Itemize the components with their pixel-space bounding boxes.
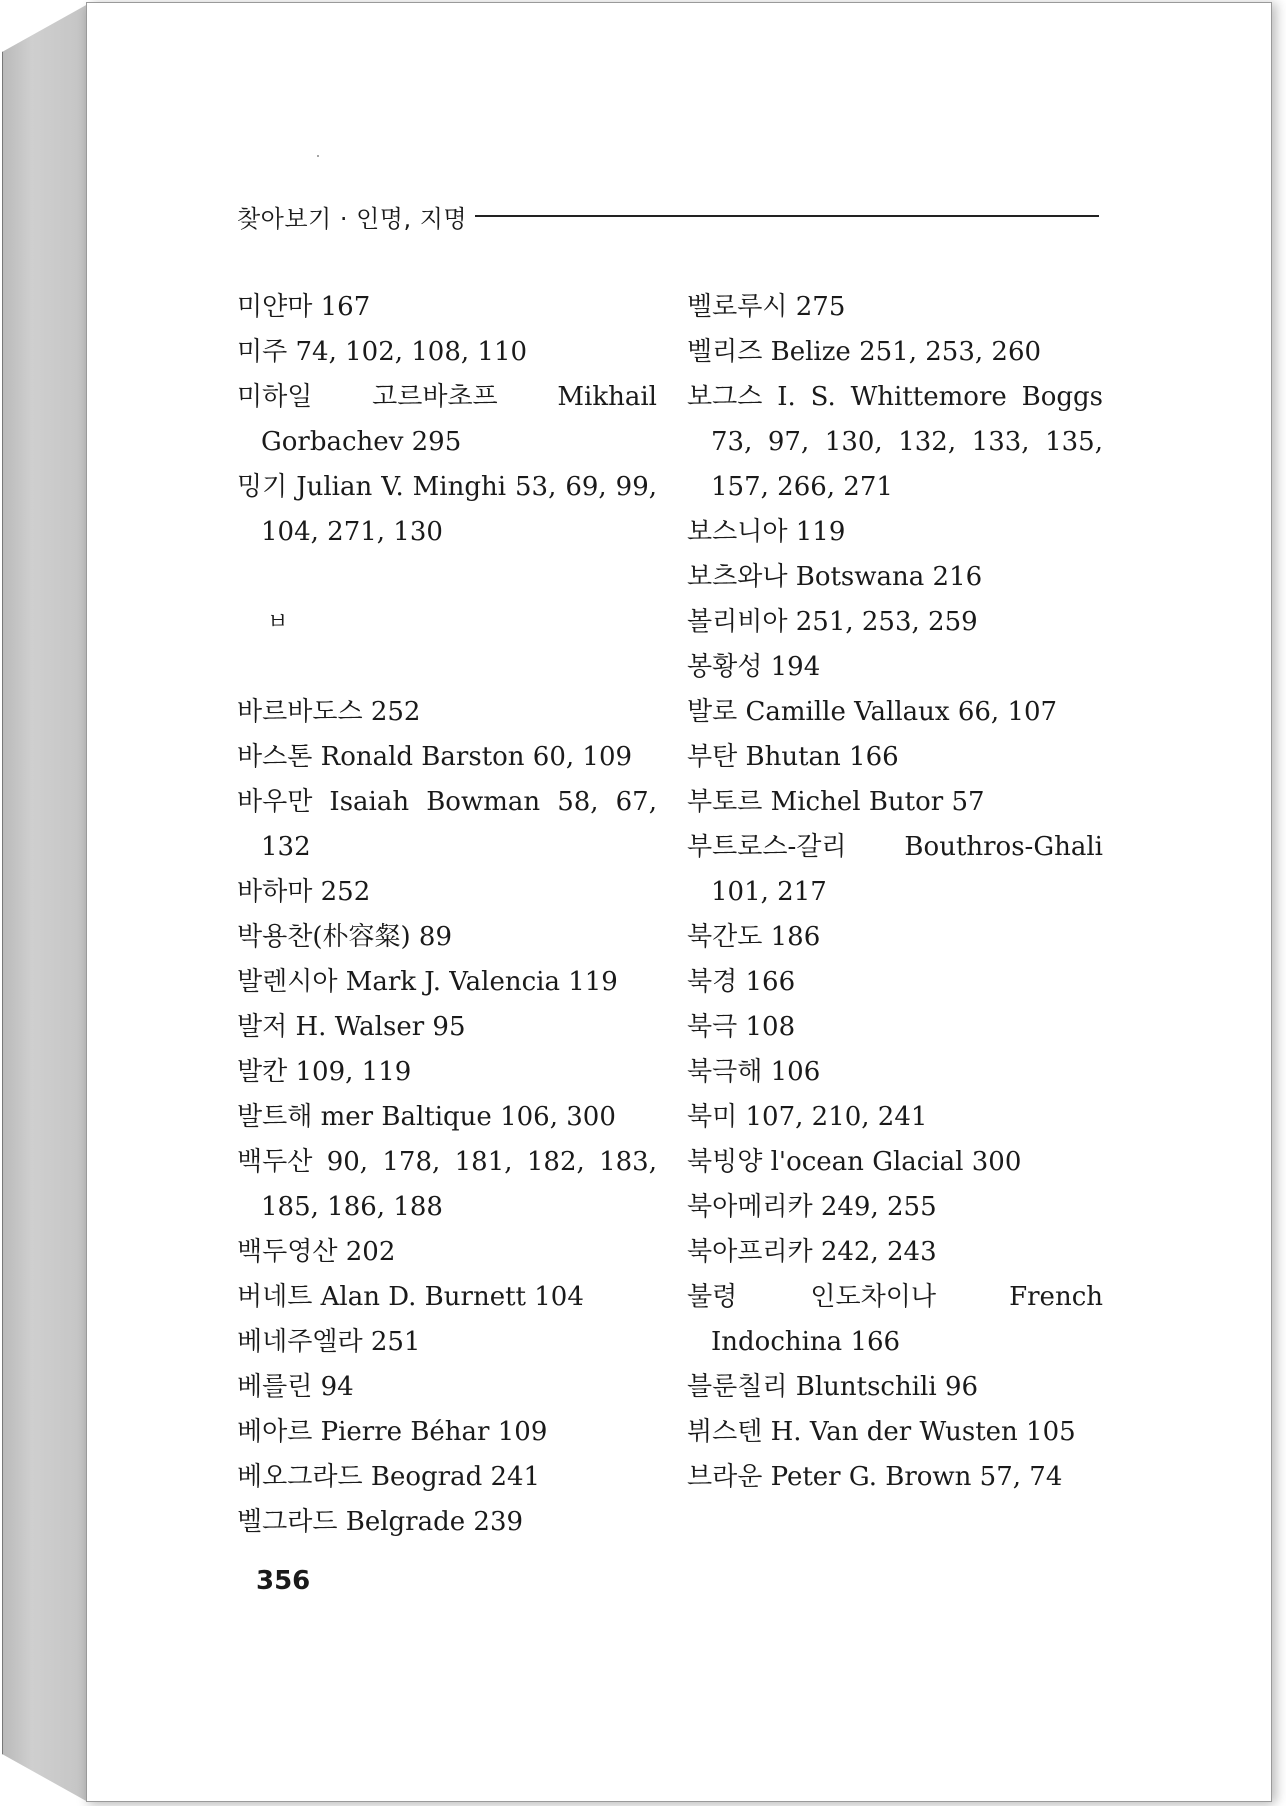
index-section-letter: ㅂ	[267, 610, 289, 635]
index-entry: 베오그라드 Beograd 241	[237, 1462, 541, 1492]
page-number: 356	[256, 1566, 311, 1596]
index-entry: 북빙양 l'ocean Glacial 300	[687, 1147, 1022, 1177]
index-entry: 벨리즈 Belize 251, 253, 260	[687, 337, 1042, 367]
index-entry: 뷔스텐 H. Van der Wusten 105	[687, 1417, 1076, 1447]
index-entry: 보스니아 119	[687, 517, 846, 547]
index-column-left	[237, 285, 657, 1545]
index-entry: 발로 Camille Vallaux 66, 107	[687, 697, 1058, 727]
index-entry: 봉황성 194	[687, 652, 821, 682]
index-entry: 미하일 고르바초프 Mikhail Gorbachev 295	[237, 382, 657, 457]
index-entry: 블룬칠리 Bluntschili 96	[687, 1372, 979, 1402]
index-entry: 베네주엘라 251	[237, 1327, 421, 1357]
index-entry: 발트해 mer Baltique 106, 300	[237, 1102, 616, 1132]
index-entry: 북아메리카 249, 255	[687, 1192, 937, 1222]
index-entry: 볼리비아 251, 253, 259	[687, 607, 978, 637]
index-entry: 부탄 Bhutan 166	[687, 742, 899, 772]
index-entry: 베아르 Pierre Béhar 109	[237, 1417, 548, 1447]
index-entry: 북아프리카 242, 243	[687, 1237, 937, 1267]
index-entry: 미얀마 167	[237, 292, 371, 322]
index-entry: 북극해 106	[687, 1057, 821, 1087]
index-entry: 북극 108	[687, 1012, 796, 1042]
index-entry: 보그스 I. S. Whittemore Boggs 73, 97, 130, 132, 133, 135, 157, 266, 271	[687, 382, 1103, 502]
index-entry: 바하마 252	[237, 877, 371, 907]
index-entry: 부토르 Michel Butor 57	[687, 787, 985, 817]
paper-speck	[317, 155, 319, 157]
running-head-rule	[475, 215, 1099, 217]
index-entry: 발렌시아 Mark J. Valencia 119	[237, 967, 618, 997]
index-entry: 발저 H. Walser 95	[237, 1012, 466, 1042]
index-entry: 벨로루시 275	[687, 292, 846, 322]
running-head	[237, 199, 1099, 233]
index-entry: 버네트 Alan D. Burnett 104	[237, 1282, 584, 1312]
index-entry: 박용찬(朴容粲) 89	[237, 922, 452, 952]
index-entry: 북간도 186	[687, 922, 821, 952]
book-spine-edge	[2, 4, 88, 1802]
index-entry: 바스톤 Ronald Barston 60, 109	[237, 742, 633, 772]
index-entry: 북경 166	[687, 967, 796, 997]
index-entry: 보츠와나 Botswana 216	[687, 562, 983, 592]
index-entry: 불령 인도차이나 French Indochina 166	[687, 1282, 1103, 1357]
index-entry: 바우만 Isaiah Bowman 58, 67, 132	[237, 787, 657, 862]
index-entry: 벨그라드 Belgrade 239	[237, 1507, 524, 1537]
index-entry: 부트로스-갈리 Bouthros-Ghali 101, 217	[687, 832, 1103, 907]
index-entry: 백두산 90, 178, 181, 182, 183, 185, 186, 188	[237, 1147, 657, 1222]
index-entry: 북미 107, 210, 241	[687, 1102, 928, 1132]
index-entry: 바르바도스 252	[237, 697, 421, 727]
index-column-right	[687, 285, 1103, 1500]
index-entry: 밍기 Julian V. Minghi 53, 69, 99, 104, 271, 130	[237, 472, 657, 547]
index-entry: 브라운 Peter G. Brown 57, 74	[687, 1462, 1063, 1492]
index-entry: 미주 74, 102, 108, 110	[237, 337, 528, 367]
index-entry: 베를린 94	[237, 1372, 354, 1402]
index-entry: 발칸 109, 119	[237, 1057, 412, 1087]
index-entry: 백두영산 202	[237, 1237, 396, 1267]
running-head-title: 찾아보기 · 인명, 지명	[237, 204, 468, 233]
